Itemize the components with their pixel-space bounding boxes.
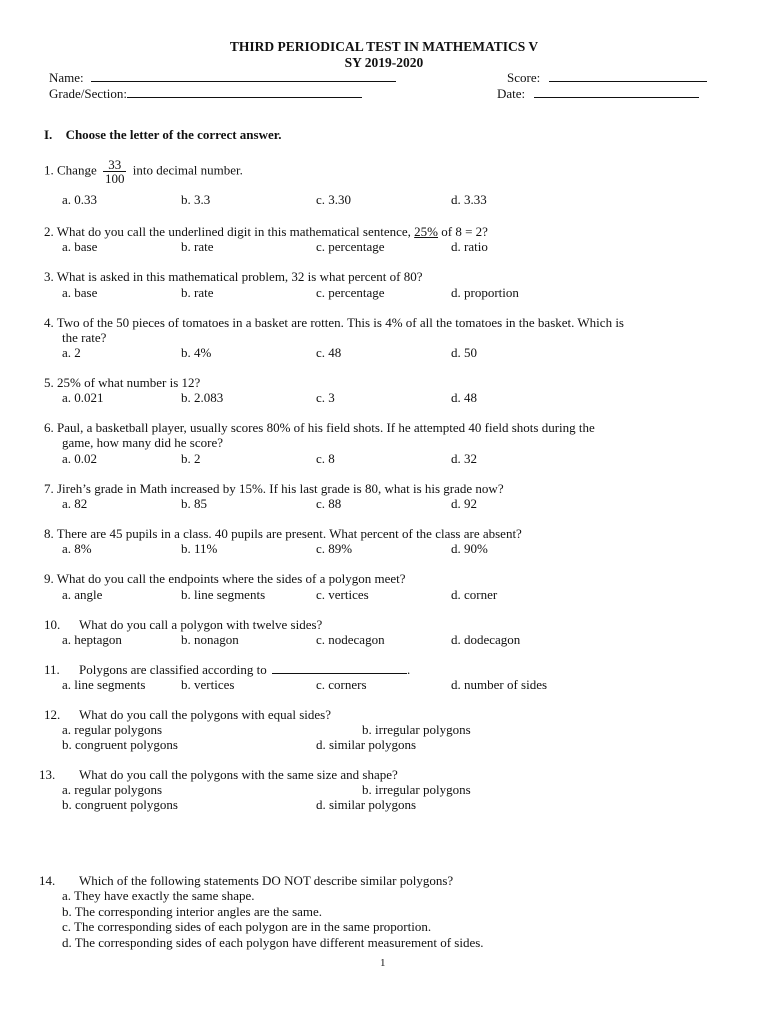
choice-a[interactable]: a. 0.021 xyxy=(62,390,104,405)
choice-c[interactable]: c. 48 xyxy=(316,345,342,360)
choice-d[interactable]: d. 32 xyxy=(451,451,477,466)
choice-b[interactable]: b. vertices xyxy=(181,677,235,692)
question-13-number: 13. xyxy=(39,767,56,782)
choice-a[interactable]: a. base xyxy=(62,239,98,254)
question-11-number: 11. xyxy=(44,662,60,677)
q1-suffix: into decimal number. xyxy=(132,162,243,178)
choice-b[interactable]: b. The corresponding interior angles are the same. xyxy=(62,904,323,919)
score-field[interactable] xyxy=(507,70,707,85)
choice-a[interactable]: a. angle xyxy=(62,587,103,602)
question-4-continued: the rate? xyxy=(62,330,107,345)
choice-c[interactable]: b. congruent polygons xyxy=(62,737,178,752)
question-6-continued: game, how many did he score? xyxy=(62,435,224,450)
choice-d[interactable]: d. 3.33 xyxy=(451,192,487,207)
question-2 xyxy=(44,224,488,239)
question-4: 4. Two of the 50 pieces of tomatoes in a basket are rotten. This is 4% of all the tomatoes in the basket. Which is xyxy=(44,315,624,330)
choice-d[interactable]: d. similar polygons xyxy=(316,797,417,812)
score-label: Score: xyxy=(507,70,541,85)
date-field[interactable] xyxy=(497,86,699,101)
fraction xyxy=(103,158,127,185)
question-11 xyxy=(79,662,410,677)
choice-c[interactable]: c. percentage xyxy=(316,285,385,300)
choice-a[interactable]: a. base xyxy=(62,285,98,300)
score-blank[interactable] xyxy=(549,70,707,82)
page-number: 1 xyxy=(380,957,386,969)
q2-text-before: 2. What do you call the underlined digit in this mathematical sentence, xyxy=(44,224,411,239)
choice-a[interactable]: a. line segments xyxy=(62,677,146,692)
question-10-number: 10. xyxy=(44,617,61,632)
choice-d[interactable]: d. corner xyxy=(451,587,498,602)
choice-b[interactable]: b. 11% xyxy=(181,541,218,556)
choice-b[interactable]: b. irregular polygons xyxy=(362,782,471,797)
choice-c[interactable]: c. percentage xyxy=(316,239,385,254)
q2-underlined: 25% xyxy=(414,224,439,239)
question-1 xyxy=(44,158,243,185)
question-5: 5. 25% of what number is 12? xyxy=(44,375,201,390)
grade-section-field[interactable] xyxy=(49,86,362,101)
choice-c[interactable]: c. corners xyxy=(316,677,367,692)
choice-b[interactable]: b. rate xyxy=(181,239,214,254)
choice-d[interactable]: d. dodecagon xyxy=(451,632,521,647)
question-14: Which of the following statements DO NOT describe similar polygons? xyxy=(79,873,454,888)
choice-a[interactable]: a. They have exactly the same shape. xyxy=(62,888,255,903)
question-7: 7. Jireh’s grade in Math increased by 15%. If his last grade is 80, what is his grade now? xyxy=(44,481,504,496)
choice-b[interactable]: b. 4% xyxy=(181,345,212,360)
section-heading xyxy=(44,127,282,142)
q11-text: Polygons are classified according to xyxy=(79,662,267,677)
choice-a[interactable]: a. regular polygons xyxy=(62,782,163,797)
choice-b[interactable]: b. 2 xyxy=(181,451,201,466)
date-blank[interactable] xyxy=(534,86,699,98)
answer-blank[interactable] xyxy=(272,662,407,674)
choice-c[interactable]: c. 88 xyxy=(316,496,342,511)
question-9: 9. What do you call the endpoints where the sides of a polygon meet? xyxy=(44,571,406,586)
q1-prefix: 1. Change xyxy=(44,162,97,178)
grade-section-label: Grade/Section: xyxy=(49,86,127,101)
choice-d[interactable]: d. similar polygons xyxy=(316,737,417,752)
choice-c[interactable]: c. vertices xyxy=(316,587,369,602)
question-10: What do you call a polygon with twelve sides? xyxy=(79,617,323,632)
choice-c[interactable]: c. 3 xyxy=(316,390,335,405)
choice-c[interactable]: b. congruent polygons xyxy=(62,797,178,812)
name-label: Name: xyxy=(49,70,84,85)
choice-b[interactable]: b. nonagon xyxy=(181,632,239,647)
question-8: 8. There are 45 pupils in a class. 40 pupils are present. What percent of the class are absent? xyxy=(44,526,522,541)
date-label: Date: xyxy=(497,86,526,101)
choice-c[interactable]: c. 3.30 xyxy=(316,192,352,207)
choice-a[interactable]: a. 0.02 xyxy=(62,451,98,466)
choice-a[interactable]: a. 0.33 xyxy=(62,192,98,207)
choice-b[interactable]: b. 85 xyxy=(181,496,207,511)
test-title: THIRD PERIODICAL TEST IN MATHEMATICS V xyxy=(229,39,539,54)
choice-d[interactable]: d. 92 xyxy=(451,496,477,511)
choice-d[interactable]: d. 48 xyxy=(451,390,477,405)
choice-a[interactable]: a. regular polygons xyxy=(62,722,163,737)
grade-section-blank[interactable] xyxy=(127,86,362,98)
choice-c[interactable]: c. 89% xyxy=(316,541,353,556)
choice-b[interactable]: b. line segments xyxy=(181,587,266,602)
choice-d[interactable]: d. number of sides xyxy=(451,677,548,692)
fraction-denominator: 100 xyxy=(104,171,125,186)
choice-d[interactable]: d. 90% xyxy=(451,541,488,556)
question-14-number: 14. xyxy=(39,873,56,888)
q2-text-after: of 8 = 2? xyxy=(441,224,488,239)
name-field[interactable] xyxy=(49,70,396,85)
question-3: 3. What is asked in this mathematical problem, 32 is what percent of 80? xyxy=(44,269,423,284)
choice-a[interactable]: a. 82 xyxy=(62,496,88,511)
choice-c[interactable]: c. The corresponding sides of each polygon are in the same proportion. xyxy=(62,919,432,934)
choice-b[interactable]: b. irregular polygons xyxy=(362,722,471,737)
choice-a[interactable]: a. heptagon xyxy=(62,632,122,647)
choice-c[interactable]: c. nodecagon xyxy=(316,632,385,647)
choice-b[interactable]: b. rate xyxy=(181,285,214,300)
question-12: What do you call the polygons with equal sides? xyxy=(79,707,332,722)
q11-end: . xyxy=(406,662,411,677)
school-year: SY 2019-2020 xyxy=(344,55,424,70)
choice-d[interactable]: d. proportion xyxy=(451,285,519,300)
choice-d[interactable]: d. ratio xyxy=(451,239,488,254)
choice-b[interactable]: b. 3.3 xyxy=(181,192,211,207)
name-blank[interactable] xyxy=(91,70,396,82)
question-13: What do you call the polygons with the same size and shape? xyxy=(79,767,398,782)
fraction-numerator: 33 xyxy=(103,158,127,172)
question-6: 6. Paul, a basketball player, usually scores 80% of his field shots. If he attempted 40 field shots during the xyxy=(44,420,595,435)
question-12-number: 12. xyxy=(44,707,61,722)
choice-b[interactable]: b. 2.083 xyxy=(181,390,224,405)
choice-c[interactable]: c. 8 xyxy=(316,451,335,466)
choice-a[interactable]: a. 2 xyxy=(62,345,81,360)
choice-a[interactable]: a. 8% xyxy=(62,541,92,556)
choice-d[interactable]: d. 50 xyxy=(451,345,477,360)
section-instruction: Choose the letter of the correct answer. xyxy=(65,127,282,142)
choice-d[interactable]: d. The corresponding sides of each polygon have different measurement of sides. xyxy=(62,935,484,950)
section-number: I. xyxy=(44,127,53,142)
